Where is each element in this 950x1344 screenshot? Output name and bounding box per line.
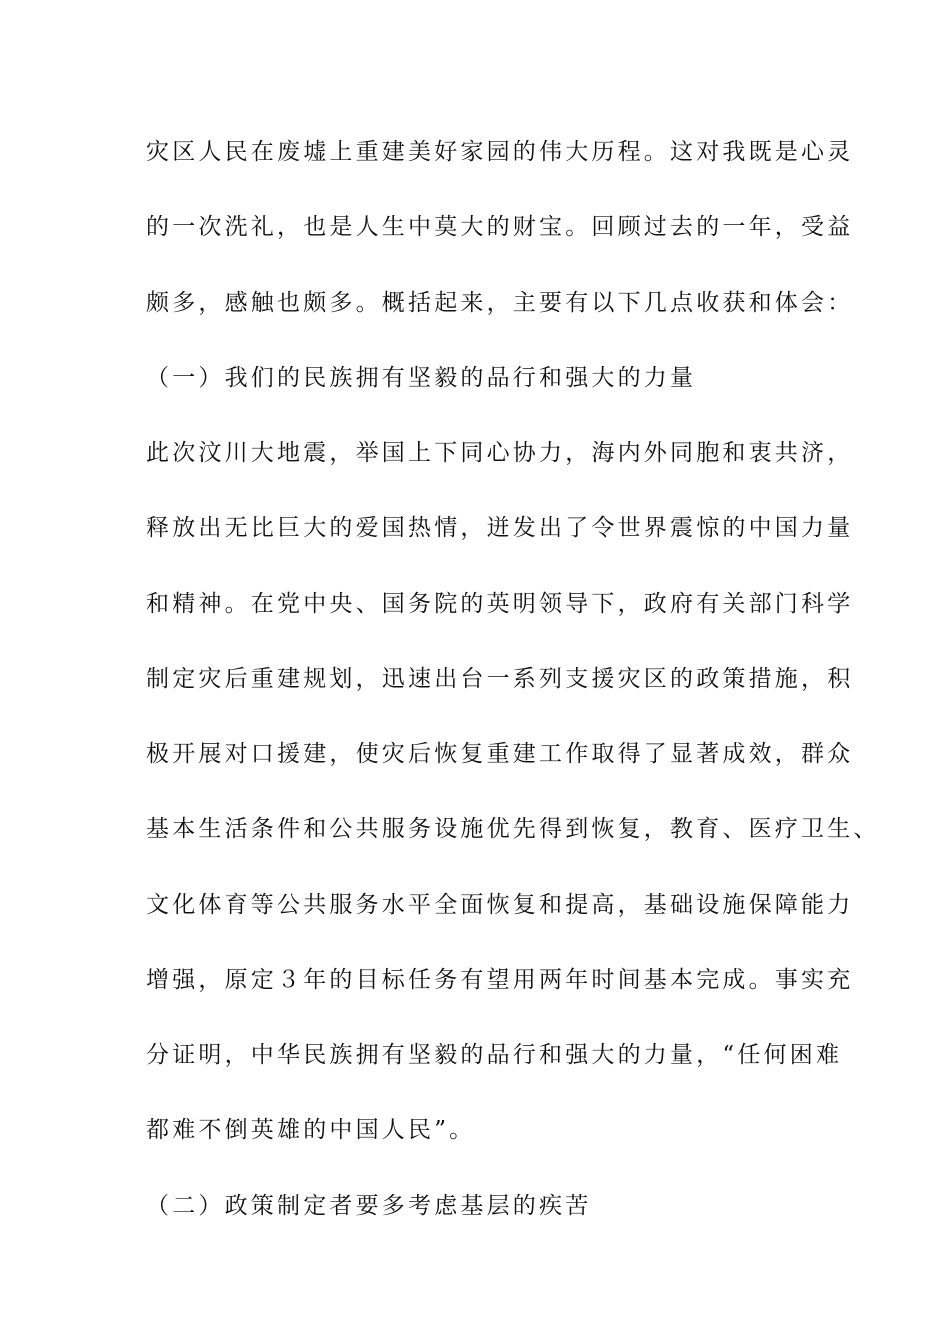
paragraph-line: 此次汶川大地震，举国上下同心协力，海内外同胞和衷共济， — [146, 440, 854, 466]
section-heading-1: （一）我们的民族拥有坚毅的品行和强大的力量 — [146, 365, 697, 391]
paragraph-line: 极开展对口援建，使灾后恢复重建工作取得了显著成效，群众 — [146, 741, 854, 767]
paragraph-line: 灾区人民在废墟上重建美好家园的伟大历程。这对我既是心灵 — [146, 139, 854, 165]
paragraph-line: 释放出无比巨大的爱国热情，迸发出了令世界震惊的中国力量 — [146, 515, 854, 541]
paragraph-line: 的一次洗礼，也是人生中莫大的财宝。回顾过去的一年，受益 — [146, 214, 854, 240]
paragraph-line: 制定灾后重建规划，迅速出台一系列支援灾区的政策措施，积 — [146, 666, 854, 692]
paragraph-line: 基本生活条件和公共服务设施优先得到恢复，教育、医疗卫生、 — [146, 816, 880, 842]
paragraph-line: 和精神。在党中央、国务院的英明领导下，政府有关部门科学 — [146, 591, 854, 617]
paragraph-line: 增强，原定３年的目标任务有望用两年时间基本完成。事实充 — [146, 967, 854, 993]
paragraph-line: 文化体育等公共服务水平全面恢复和提高，基础设施保障能力 — [146, 892, 854, 918]
section-heading-2: （二）政策制定者要多考虑基层的疾苦 — [146, 1193, 592, 1219]
paragraph-line: 都难不倒英雄的中国人民”。 — [146, 1117, 476, 1143]
paragraph-line: 颇多，感触也颇多。概括起来，主要有以下几点收获和体会： — [146, 290, 854, 316]
paragraph-line: 分证明，中华民族拥有坚毅的品行和强大的力量，“任何困难 — [146, 1042, 843, 1068]
